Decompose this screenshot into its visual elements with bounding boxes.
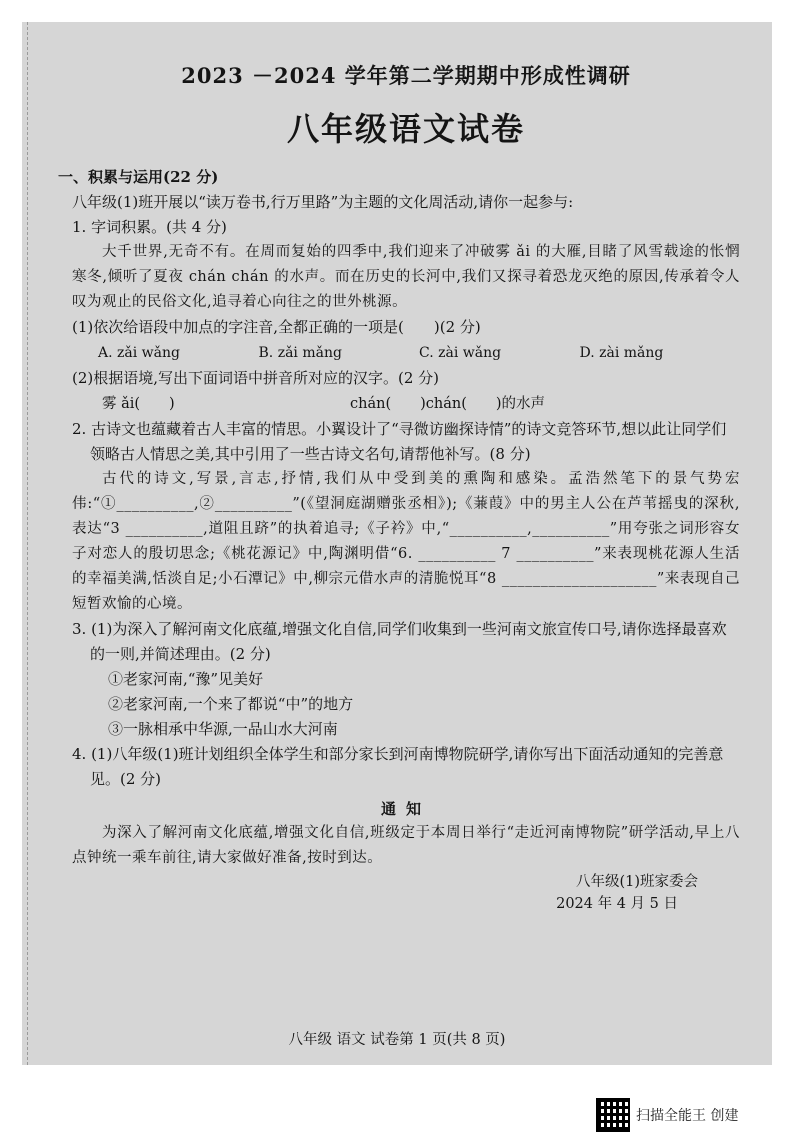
option-c: C. zài wǎng <box>419 345 502 361</box>
option-a: A. zǎi wǎng <box>98 345 180 361</box>
slogan-1: ①老家河南,“豫”见美好 <box>108 670 264 688</box>
notice-date: 2024 年 4 月 5 日 <box>556 896 678 912</box>
watermark-text: 扫描全能王 创建 <box>636 1108 739 1124</box>
slogan-2: ②老家河南,一个来了都说“中”的地方 <box>108 695 354 713</box>
scanner-watermark <box>596 1098 738 1132</box>
option-b: B. zǎi mǎng <box>258 345 342 361</box>
notice-signature: 八年级(1)班家委会 <box>575 874 698 890</box>
fill-chan-chan: chán( )chán( )的水声 <box>350 396 546 412</box>
qr-code-icon <box>596 1098 630 1132</box>
section-heading: 一、积累与运用(22 分) <box>58 168 219 186</box>
q1-passage: 大千世界,无奇不有。在周而复始的四季中,我们迎来了冲破雾 ǎi 的大雁,目睹了风雪载途的怅惘寒冬,倾听了夏夜 chán chán 的水声。而在历史的长河中,我们又探寻着恐龙灭绝的原因,传承着令人叹为观止的民俗文化,追寻着心向往之的世外桃源。 <box>72 244 740 310</box>
q1-fill-row <box>72 391 740 417</box>
slogan-3: ③一脉相承中华源,一品山水大河南 <box>108 720 338 738</box>
exam-title: 2023 －2024 学年第二学期期中形成性调研 <box>181 63 631 88</box>
q1-sub2: (2)根据语境,写出下面词语中拼音所对应的汉字。(2 分) <box>72 369 440 387</box>
option-d: D. zài mǎng <box>579 345 664 361</box>
notice-body: 为深入了解河南文化底蕴,增强文化自信,班级定于本周日举行“走近河南博物院”研学活动,早上八点钟统一乘车前往,请大家做好准备,按时到达。 <box>72 825 740 866</box>
q1-sub1: (1)依次给语段中加点的字注音,全都正确的一项是( )(2 分) <box>72 318 481 336</box>
q4-heading: 4. (1)八年级(1)班计划组织全体学生和部分家长到河南博物院研学,请你写出下面活动通知的完善意见。(2 分) <box>72 745 724 788</box>
scanned-page <box>22 22 772 1065</box>
section-intro: 八年级(1)班开展以“读万卷书,行万里路”为主题的文化周活动,请你一起参与: <box>72 193 574 211</box>
exam-subtitle: 八年级语文试卷 <box>286 110 525 148</box>
q1-options <box>72 340 740 366</box>
q1-heading: 1. 字词积累。(共 4 分) <box>72 218 227 236</box>
q2-heading: 2. 古诗文也蕴藏着古人丰富的情思。小翼设计了“寻微访幽探诗情”的诗文竞答环节,想以此让同学们领略古人情思之美,其中引用了一些古诗文名句,请帮他补写。(8 分) <box>72 420 727 463</box>
q2-passage: 古代的诗文,写景,言志,抒情,我们从中受到美的熏陶和感染。孟浩然笔下的景气势宏伟:“①__________,②__________”(《望洞庭湖赠张丞相》);《蒹葭》中的男主人公在芦苇摇曳的深秋,表达“3 __________,道阻且跻”的执着追寻;《子衿》中,“__________,__________”用夸张之词形容女子对恋人的殷切思念;《桃花源记》中,陶渊明借“6. __________ 7 __________”来表现桃花源人生活的幸福美满,恬淡自足;小石潭记》中,柳宗元借水声的清脆悦耳“8 ____________________”来表现自己短暂欢愉的心境。 <box>72 471 740 612</box>
fill-wu-ai: 雾 ǎi( ) <box>102 396 175 412</box>
notice-title: 通知 <box>380 800 431 818</box>
page-footer: 八年级 语文 试卷第 1 页(共 8 页) <box>288 1032 506 1048</box>
q3-heading: 3. (1)为深入了解河南文化底蕴,增强文化自信,同学们收集到一些河南文旅宣传口号,请你选择最喜欢的一则,并简述理由。(2 分) <box>72 620 727 663</box>
